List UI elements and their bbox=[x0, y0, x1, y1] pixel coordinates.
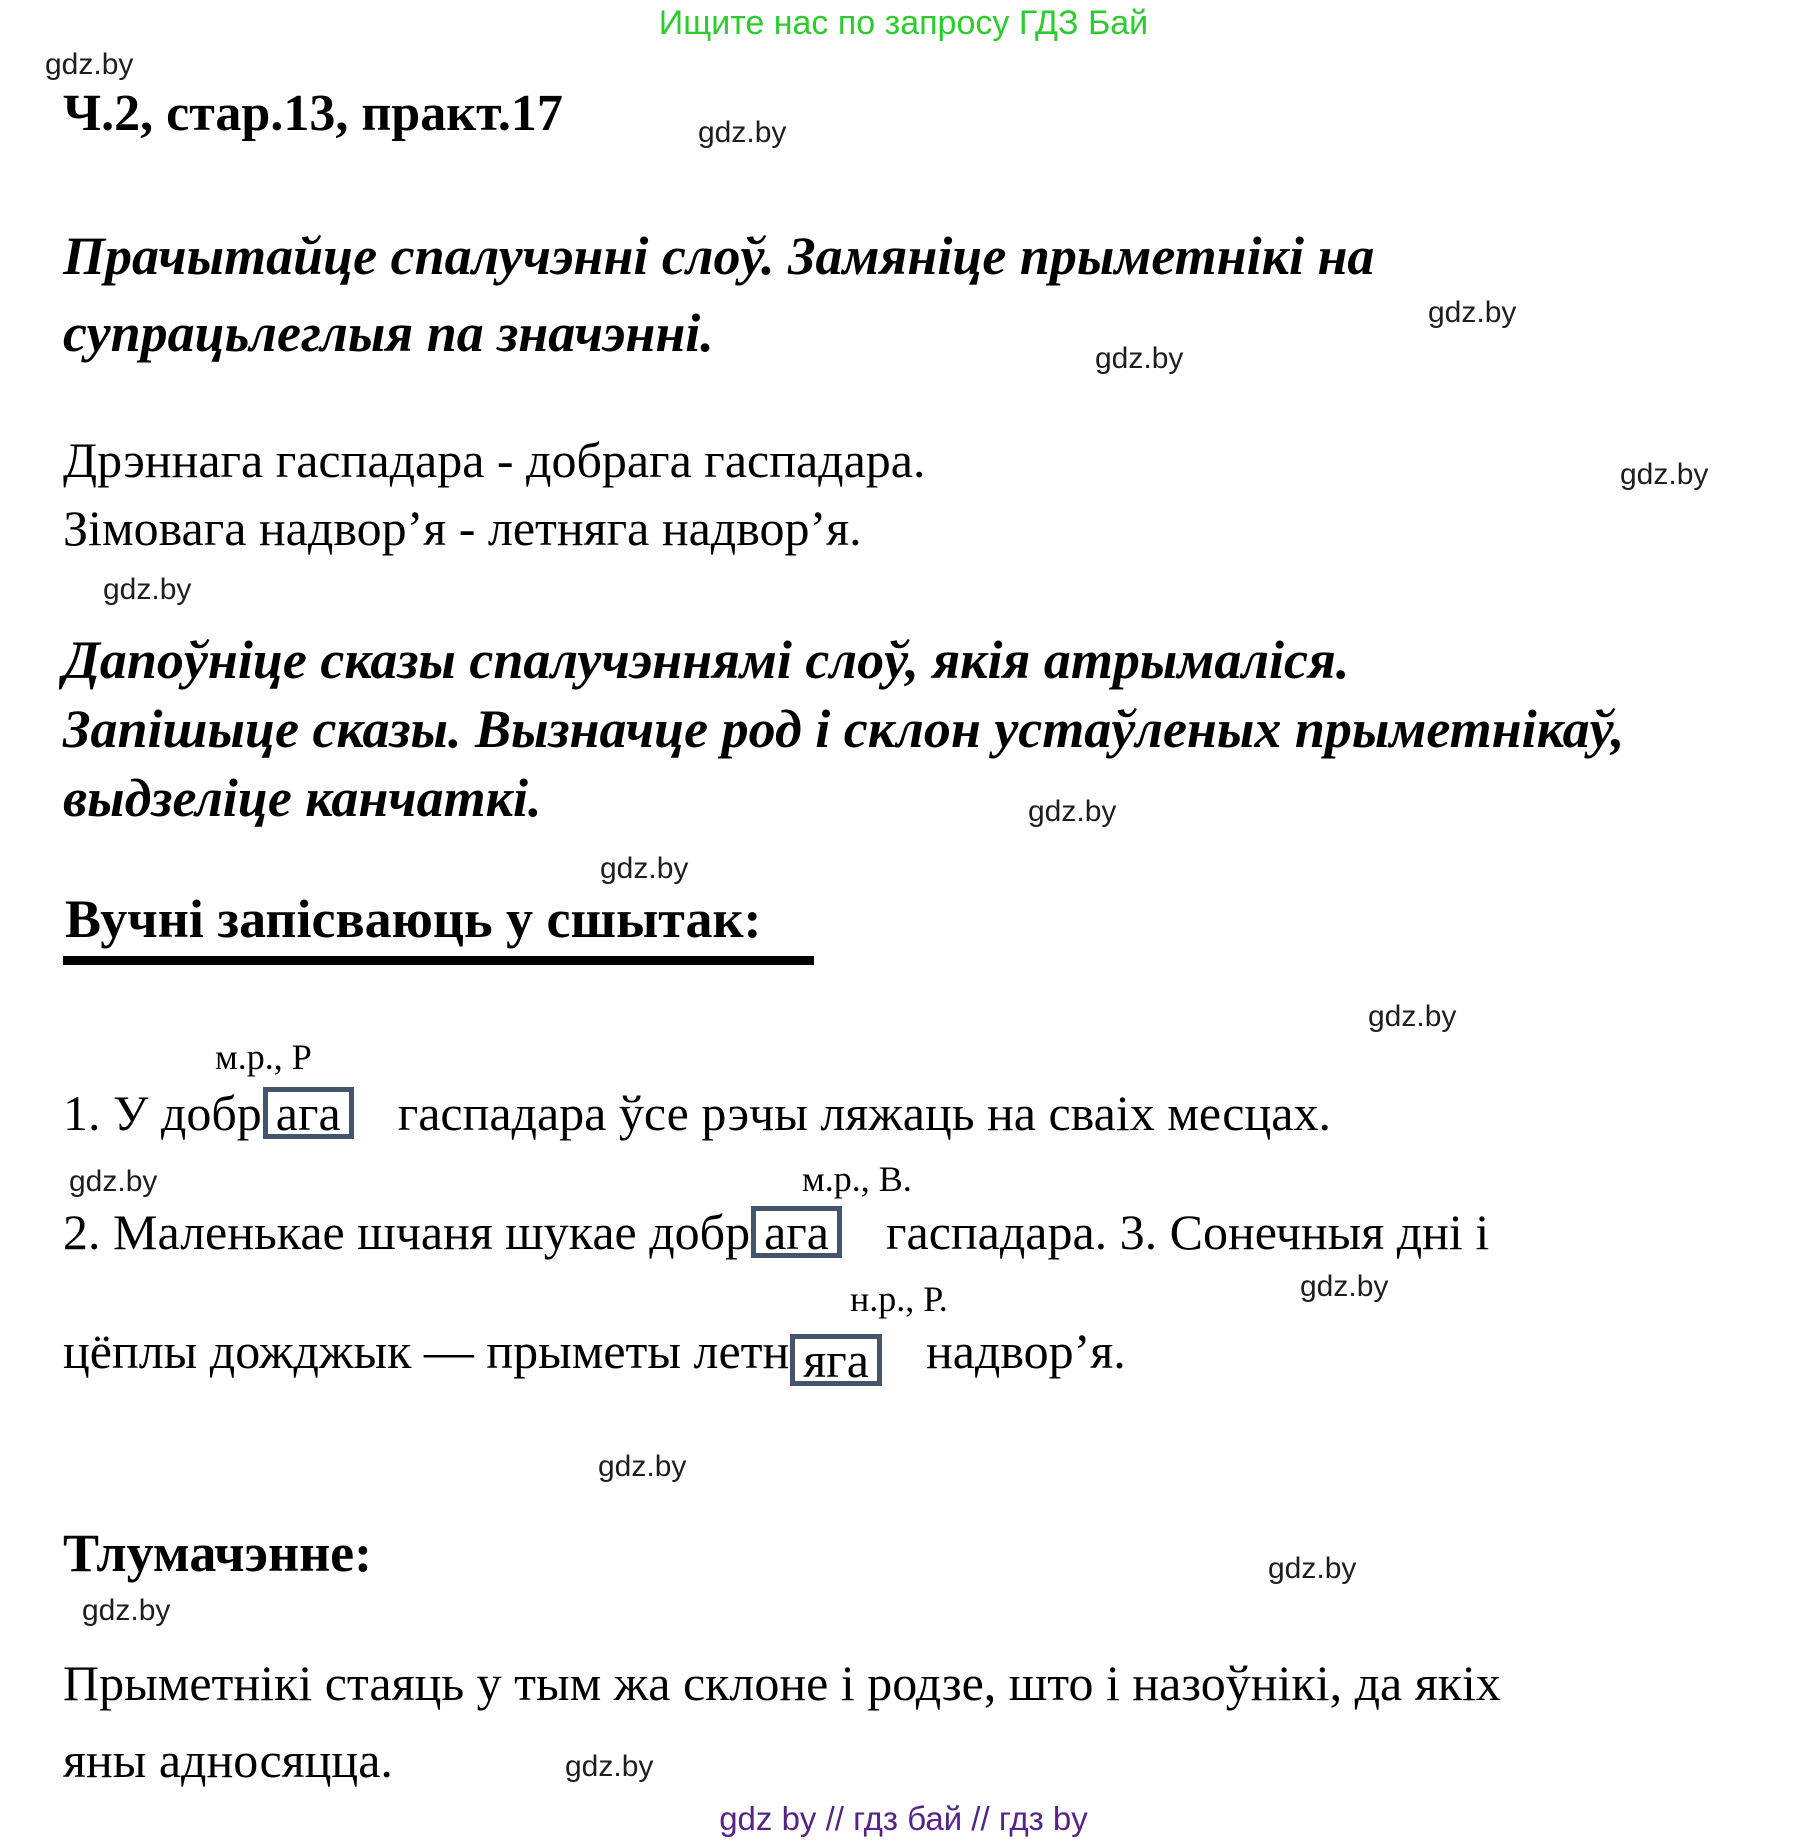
gdz-watermark: gdz.by bbox=[1028, 795, 1117, 828]
explanation-line-2: яны адносяцца. bbox=[63, 1732, 393, 1788]
task-instruction-2-line-3: выдзеліце канчаткі. bbox=[63, 768, 542, 828]
task-instruction-1-line-2: супрацьлеглыя па значэнні. bbox=[63, 303, 714, 363]
task-instruction-1-line-1: Прачытайце спалучэнні слоў. Замяніце прыметнікі на bbox=[63, 226, 1375, 286]
gdz-watermark: gdz.by bbox=[698, 116, 787, 149]
gdz-watermark: gdz.by bbox=[69, 1165, 158, 1198]
sentence-1-ending-box: ага bbox=[263, 1087, 354, 1139]
sentence-2-pre: 2. Маленькае шчаня шукае добр bbox=[63, 1204, 751, 1260]
case-label-2: м.р., В. bbox=[802, 1159, 912, 1199]
task-instruction-2 bbox=[63, 626, 1624, 833]
case-label-3: н.р., Р. bbox=[850, 1279, 948, 1319]
sentence-3 bbox=[63, 1322, 1126, 1388]
gdz-watermark: gdz.by bbox=[565, 1750, 654, 1783]
notebook-heading: Вучні запісваюць у сшытак: bbox=[63, 888, 814, 965]
page-title: Ч.2, стар.13, практ.17 bbox=[63, 85, 563, 142]
gdz-watermark: gdz.by bbox=[103, 573, 192, 606]
case-label-1: м.р., Р bbox=[215, 1037, 312, 1077]
explanation-line-1: Прыметнікі стаяць у тым жа склоне і родзе, што і назоўнікі, да якіх bbox=[63, 1655, 1501, 1711]
word-pair-2: Зімовага надвор’я - летняга надвор’я. bbox=[63, 500, 862, 556]
gdz-watermark: gdz.by bbox=[1268, 1552, 1357, 1585]
gdz-watermark: gdz.by bbox=[1428, 296, 1517, 329]
sentence-2-post: гаспадара. 3. Сонечныя дні і bbox=[886, 1204, 1490, 1260]
gdz-watermark: gdz.by bbox=[1300, 1270, 1389, 1303]
sentence-3-ending-box: яга bbox=[790, 1334, 882, 1386]
sentence-3-post: надвор’я. bbox=[925, 1323, 1126, 1379]
word-pairs bbox=[63, 426, 925, 562]
gdz-watermark: gdz.by bbox=[45, 48, 134, 81]
gdz-watermark: gdz.by bbox=[1368, 1000, 1457, 1033]
sentence-1 bbox=[63, 1084, 1331, 1142]
gdz-watermark: gdz.by bbox=[82, 1594, 171, 1627]
sentence-2 bbox=[63, 1203, 1489, 1261]
task-instruction-2-line-1: Дапоўніце сказы спалучэннямі слоў, якія атрымаліся. bbox=[63, 630, 1350, 690]
sentence-1-pre: 1. У добр bbox=[63, 1085, 262, 1141]
gdz-watermark: gdz.by bbox=[1095, 342, 1184, 375]
task-instruction-2-line-2: Запішыце сказы. Вызначце род і склон устаўленых прыметнікаў, bbox=[63, 699, 1625, 759]
explanation-text bbox=[63, 1645, 1501, 1799]
gdz-watermark: gdz.by bbox=[598, 1450, 687, 1483]
gdz-watermark: gdz.by bbox=[600, 852, 689, 885]
promo-banner: Ищите нас по запросу ГДЗ Бай bbox=[658, 4, 1149, 42]
sentence-3-pre: цёплы дожджык — прыметы летн bbox=[63, 1323, 790, 1379]
sentence-1-post: гаспадара ўсе рэчы ляжаць на сваіх месцах. bbox=[397, 1085, 1331, 1141]
footer-site-links: gdz by // гдз бай // гдз by bbox=[719, 1800, 1088, 1837]
sentence-2-ending-box: ага bbox=[751, 1206, 842, 1258]
explanation-heading: Тлумачэнне: bbox=[63, 1523, 373, 1583]
gdz-watermark: gdz.by bbox=[1620, 458, 1709, 491]
word-pair-1: Дрэннага гаспадара - добрага гаспадара. bbox=[63, 432, 926, 488]
